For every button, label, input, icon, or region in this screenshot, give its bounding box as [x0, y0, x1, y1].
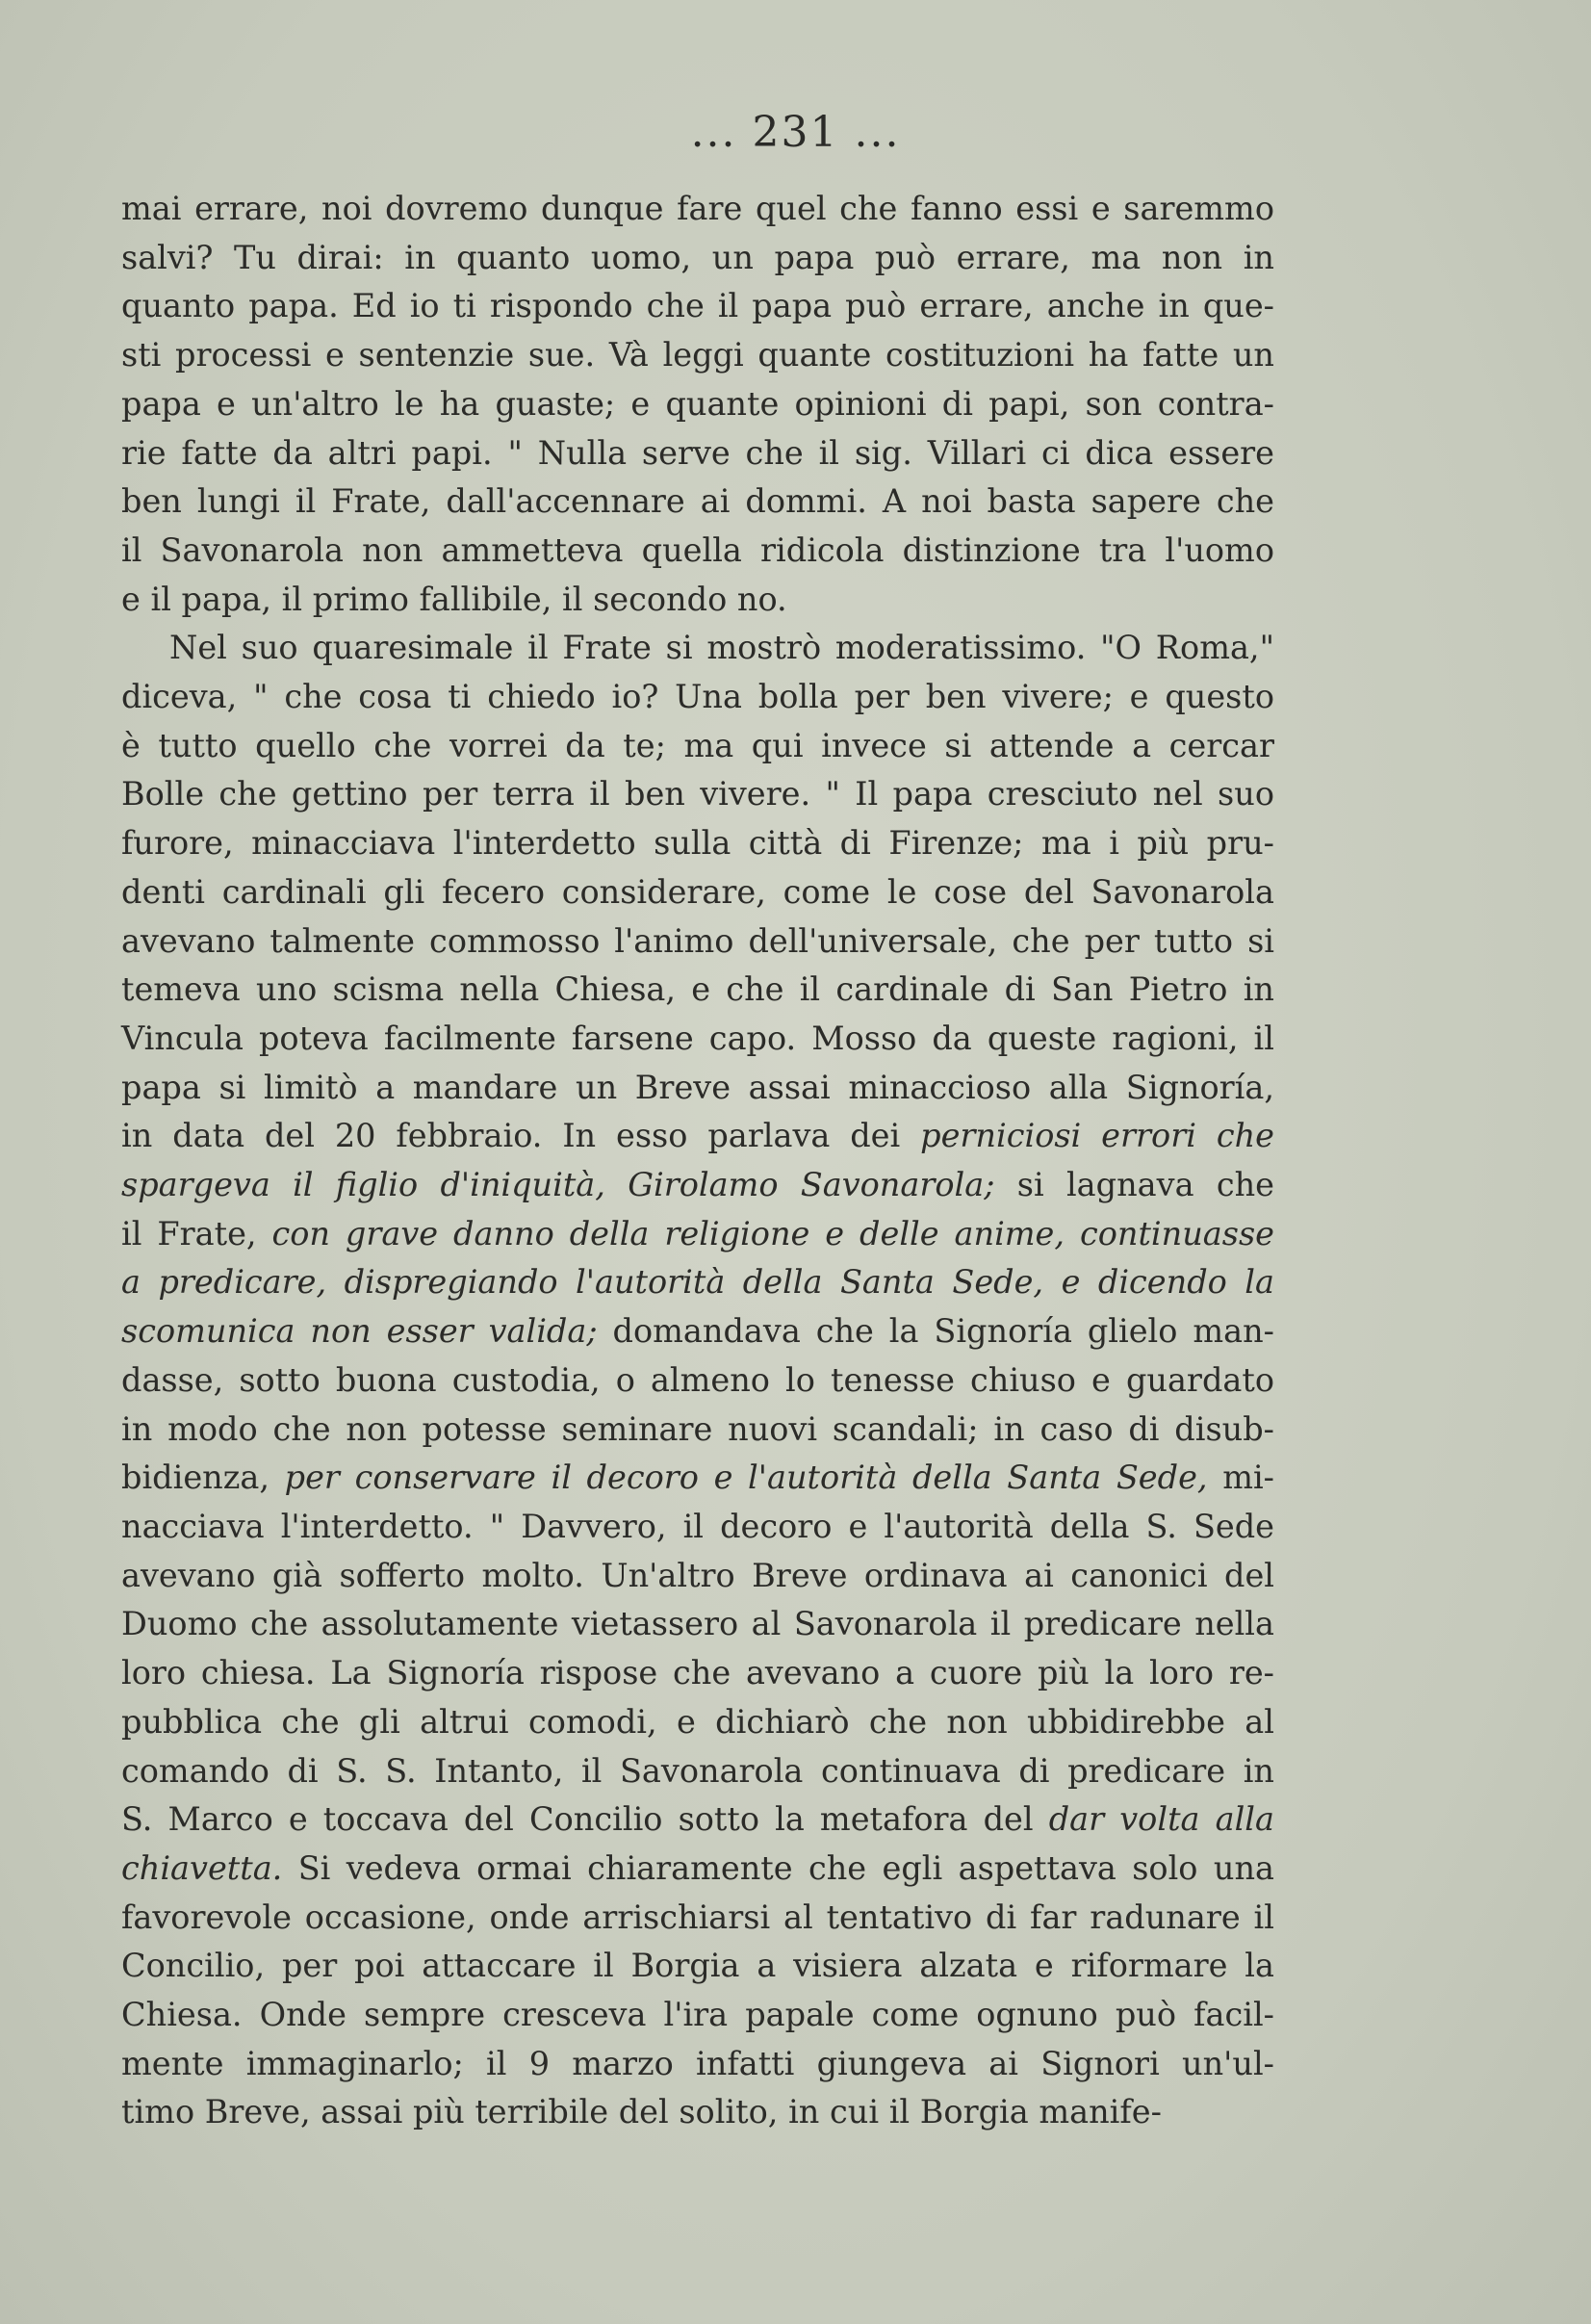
- text-run: si lagnava che: [994, 1166, 1274, 1204]
- text-run: è tutto quello che vorrei da te; ma qui invece si attende a cercar: [121, 726, 1274, 764]
- text-line: [121, 1161, 1274, 1210]
- text-run: Duomo che assolutamente vietassero al Savonarola il predicare nella: [121, 1605, 1274, 1643]
- text-run: Chiesa. Onde sempre cresceva l'ira papale come ognuno può facil-: [121, 1996, 1274, 2034]
- text-line: [121, 1258, 1274, 1307]
- page-number: ... 231 ...: [690, 108, 901, 157]
- text-run: Bolle che gettino per terra il ben vivere. " Il papa cresciuto nel suo: [121, 775, 1274, 813]
- text-run: Nel suo quaresimale il Frate si mostrò moderatissimo. "O Roma,": [169, 629, 1274, 667]
- text-line: [121, 429, 1274, 478]
- text-run: in modo che non potesse seminare nuovi scandali; in caso di disub-: [121, 1409, 1274, 1448]
- text-line: [121, 1406, 1274, 1455]
- text-line: [121, 1112, 1274, 1161]
- text-line: [121, 1991, 1274, 2040]
- italic-text: spargeva il figlio d'iniquità, Girolamo Savonarola;: [121, 1166, 995, 1204]
- text-line: [121, 966, 1274, 1015]
- italic-text: a predicare, dispregiando l'autorità della Santa Sede, e dicendo la: [121, 1263, 1274, 1302]
- text-line: [121, 1942, 1274, 1991]
- text-run: rie fatte da altri papi. " Nulla serve che il sig. Villari ci dica essere: [121, 433, 1274, 472]
- paragraph: [121, 185, 1274, 624]
- text-run: dasse, sotto buona custodia, o almeno lo tenesse chiuso e guardato: [121, 1360, 1274, 1399]
- text-run: pubblica che gli altrui comodi, e dichiarò che non ubbidirebbe al: [121, 1702, 1274, 1741]
- text-run: il Frate,: [121, 1214, 272, 1252]
- text-line: [121, 331, 1274, 380]
- italic-text: perniciosi errori che: [920, 1117, 1274, 1155]
- italic-text: dar volta alla: [1048, 1800, 1274, 1839]
- text-run: salvi? Tu dirai: in quanto uomo, un papa può errare, ma non in: [121, 238, 1274, 276]
- text-run: papa si limitò a mandare un Breve assai minaccioso alla Signoría,: [121, 1068, 1274, 1106]
- text-run: quanto papa. Ed io ti rispondo che il papa può errare, anche in que-: [121, 287, 1274, 325]
- text-line: [121, 1307, 1274, 1356]
- text-line: [121, 185, 1274, 234]
- text-run: furore, minacciava l'interdetto sulla città di Firenze; ma i più pru-: [121, 824, 1274, 863]
- text-line: [121, 527, 1274, 576]
- text-line: [121, 282, 1274, 331]
- text-run: Concilio, per poi attaccare il Borgia a visiera alzata e riformare la: [121, 1947, 1274, 1985]
- text-run: avevano già sofferto molto. Un'altro Breve ordinava ai canonici del: [121, 1556, 1274, 1594]
- text-run: S. Marco e toccava del Concilio sotto la metafora del: [121, 1800, 1049, 1839]
- text-line: [121, 234, 1274, 283]
- text-run: Si vedeva ormai chiaramente che egli aspettava solo una: [282, 1848, 1274, 1887]
- text-run: e il papa, il primo fallibile, il secondo no.: [121, 580, 787, 618]
- text-line: [121, 1015, 1274, 1064]
- text-run: loro chiesa. La Signoría rispose che avevano a cuore più la loro re-: [121, 1654, 1274, 1692]
- text-line: [121, 673, 1274, 722]
- text-line: [121, 1894, 1274, 1943]
- text-run: mente immaginarlo; il 9 marzo infatti giungeva ai Signori un'ul-: [121, 2044, 1274, 2082]
- text-line: [121, 1747, 1274, 1796]
- text-run: bidienza,: [121, 1459, 285, 1497]
- text-line: [121, 1698, 1274, 1747]
- text-line: [121, 1600, 1274, 1649]
- text-line: [121, 1552, 1274, 1601]
- text-run: domandava che la Signoría glielo man-: [597, 1312, 1274, 1351]
- text-line: [121, 1503, 1274, 1552]
- text-run: timo Breve, assai più terribile del solito, in cui il Borgia manife-: [121, 2093, 1162, 2131]
- text-line: [121, 1210, 1274, 1259]
- text-run: favorevole occasione, onde arrischiarsi al tentativo di far radunare il: [121, 1898, 1274, 1936]
- italic-text: con grave danno della religione e delle anime, continuasse: [271, 1214, 1274, 1252]
- text-line: [121, 1795, 1274, 1845]
- text-line: [121, 722, 1274, 771]
- text-run: il Savonarola non ammetteva quella ridicola distinzione tra l'uomo: [121, 530, 1274, 569]
- text-run: Vincula poteva facilmente farsene capo. Mosso da queste ragioni, il: [121, 1019, 1274, 1057]
- text-run: papa e un'altro le ha guaste; e quante opinioni di papi, son contra-: [121, 384, 1274, 423]
- text-run: avevano talmente commosso l'animo dell'universale, che per tutto si: [121, 921, 1274, 960]
- text-line: [121, 1064, 1274, 1113]
- text-line: [121, 770, 1274, 819]
- text-line: [121, 576, 1274, 625]
- text-line: [121, 624, 1274, 673]
- text-line: [121, 1454, 1274, 1503]
- text-line: [121, 2088, 1274, 2137]
- italic-text: per conservare il decoro e l'autorità della Santa Sede,: [284, 1459, 1208, 1497]
- text-line: [121, 917, 1274, 967]
- text-run: denti cardinali gli fecero considerare, come le cose del Savonarola: [121, 872, 1274, 911]
- text-run: nacciava l'interdetto. " Davvero, il decoro e l'autorità della S. Sede: [121, 1507, 1274, 1545]
- text-run: comando di S. S. Intanto, il Savonarola continuava di predicare in: [121, 1751, 1274, 1790]
- text-line: [121, 1356, 1274, 1406]
- text-line: [121, 2040, 1274, 2089]
- italic-text: scomunica non esser valida;: [121, 1312, 598, 1351]
- text-run: ben lungi il Frate, dall'accennare ai dommi. A noi basta sapere che: [121, 482, 1274, 521]
- paragraph: [121, 624, 1274, 2137]
- text-run: temeva uno scisma nella Chiesa, e che il cardinale di San Pietro in: [121, 970, 1274, 1009]
- text-run: mi-: [1207, 1459, 1274, 1497]
- text-line: [121, 868, 1274, 917]
- text-run: diceva, " che cosa ti chiedo io? Una bolla per ben vivere; e questo: [121, 678, 1274, 716]
- text-run: in data del 20 febbraio. In esso parlava dei: [121, 1117, 921, 1155]
- text-line: [121, 380, 1274, 429]
- text-run: sti processi e sentenzie sue. Và leggi quante costituzioni ha fatte un: [121, 336, 1274, 374]
- italic-text: chiavetta.: [121, 1848, 283, 1887]
- text-run: mai errare, noi dovremo dunque fare quel che fanno essi e saremmo: [121, 190, 1274, 227]
- text-line: [121, 478, 1274, 527]
- text-line: [121, 1845, 1274, 1894]
- text-line: [121, 819, 1274, 868]
- body-text: [121, 185, 1274, 2137]
- text-line: [121, 1649, 1274, 1698]
